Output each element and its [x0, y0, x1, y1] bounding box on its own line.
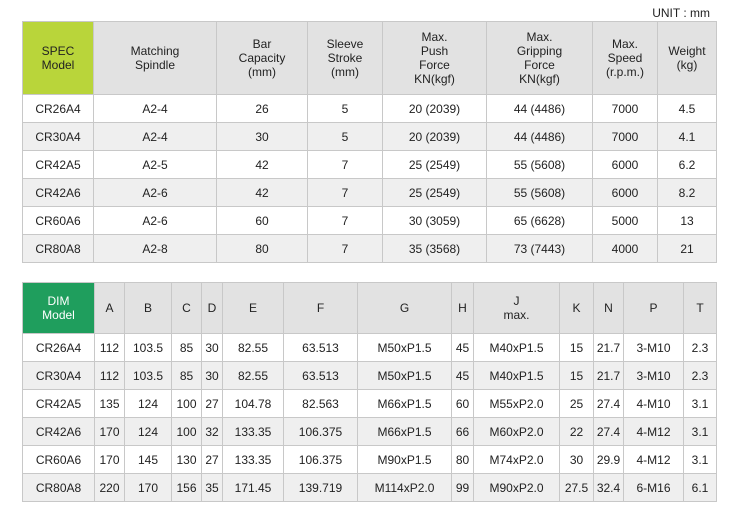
table-cell: 3-M10 [624, 334, 684, 362]
table-cell: 145 [125, 446, 172, 474]
table-cell: 6000 [593, 151, 658, 179]
table-cell: 99 [452, 474, 474, 502]
header-line: Max. [421, 30, 448, 44]
table-cell: 20 (2039) [383, 123, 487, 151]
header-line: Push [420, 44, 449, 58]
dim-header-t [684, 283, 717, 334]
header-line: K [572, 301, 581, 315]
table-row [23, 334, 717, 362]
table-cell: 25 (2549) [383, 151, 487, 179]
header-line: Max. [611, 37, 638, 51]
table-cell: 29.9 [594, 446, 624, 474]
table-cell: 21.7 [594, 334, 624, 362]
table-cell: 44 (4486) [487, 123, 593, 151]
header-line: Capacity [238, 51, 286, 65]
table-cell: M50xP1.5 [358, 362, 452, 390]
table-cell: A2-4 [94, 95, 217, 123]
table-cell: M66xP1.5 [358, 390, 452, 418]
table-cell: M50xP1.5 [358, 334, 452, 362]
table-cell: 7 [308, 151, 383, 179]
table-cell: 5000 [593, 207, 658, 235]
model-cell: CR42A6 [23, 418, 95, 446]
table-cell: 7000 [593, 95, 658, 123]
table-cell: 2.3 [684, 362, 717, 390]
table-cell: 130 [172, 446, 202, 474]
table-cell: 45 [452, 334, 474, 362]
dim-header-n [594, 283, 624, 334]
spec-header-matching-spindle [94, 22, 217, 95]
table-cell: M40xP1.5 [474, 362, 560, 390]
dim-header-f [284, 283, 358, 334]
header-line: Stroke [327, 51, 363, 65]
table-cell: 20 (2039) [383, 95, 487, 123]
table-cell: 42 [217, 179, 308, 207]
table-cell: 220 [95, 474, 125, 502]
dim-header-g [358, 283, 452, 334]
table-cell: 13 [658, 207, 717, 235]
table-cell: A2-5 [94, 151, 217, 179]
table-cell: 15 [560, 334, 594, 362]
model-cell: CR42A5 [23, 390, 95, 418]
header-line: A [105, 301, 114, 315]
header-line: B [143, 301, 152, 315]
table-cell: A2-8 [94, 235, 217, 263]
table-cell: 112 [95, 334, 125, 362]
table-row [23, 151, 717, 179]
table-cell: 3.1 [684, 446, 717, 474]
table-row [23, 95, 717, 123]
table-row [23, 207, 717, 235]
table-cell: 100 [172, 390, 202, 418]
table-cell: 3.1 [684, 390, 717, 418]
spec-header-max-gripping-force [487, 22, 593, 95]
table-cell: 135 [95, 390, 125, 418]
header-line: SPEC [41, 44, 75, 58]
table-cell: 139.719 [284, 474, 358, 502]
table-cell: 100 [172, 418, 202, 446]
spec-table [22, 21, 717, 263]
table-cell: 3-M10 [624, 362, 684, 390]
header-line: C [182, 301, 191, 315]
header-line: DIM [47, 294, 70, 308]
header-line: (r.p.m.) [606, 65, 644, 79]
table-cell: 27 [202, 446, 223, 474]
model-cell: CR80A8 [23, 235, 94, 263]
table-cell: 171.45 [223, 474, 284, 502]
table-cell: 170 [95, 446, 125, 474]
header-line: Force [524, 58, 555, 72]
table-cell: 4.5 [658, 95, 717, 123]
dim-header-e [223, 283, 284, 334]
spec-header-max-push-force [383, 22, 487, 95]
table-cell: M66xP1.5 [358, 418, 452, 446]
table-row [23, 235, 717, 263]
dim-header-a [95, 283, 125, 334]
table-row [23, 474, 717, 502]
table-cell: M90xP2.0 [474, 474, 560, 502]
header-line: G [399, 301, 410, 315]
table-cell: 2.3 [684, 334, 717, 362]
table-cell: 82.55 [223, 334, 284, 362]
table-cell: M55xP2.0 [474, 390, 560, 418]
table-cell: 65 (6628) [487, 207, 593, 235]
table-row [23, 390, 717, 418]
table-cell: 30 [202, 334, 223, 362]
model-cell: CR60A6 [23, 446, 95, 474]
table-cell: 124 [125, 418, 172, 446]
dim-header-h [452, 283, 474, 334]
table-cell: A2-6 [94, 207, 217, 235]
dim-header-p [624, 283, 684, 334]
table-cell: 103.5 [125, 362, 172, 390]
header-line: Bar [252, 37, 272, 51]
model-cell: CR26A4 [23, 334, 95, 362]
model-cell: CR30A4 [23, 362, 95, 390]
dim-header-j [474, 283, 560, 334]
table-cell: 106.375 [284, 446, 358, 474]
table-cell: 5 [308, 95, 383, 123]
table-cell: 42 [217, 151, 308, 179]
table-cell: 26 [217, 95, 308, 123]
header-line: Model [41, 58, 75, 72]
table-cell: 4-M10 [624, 390, 684, 418]
header-line: KN(kgf) [414, 72, 455, 86]
table-cell: 4.1 [658, 123, 717, 151]
header-line: Gripping [516, 44, 563, 58]
table-cell: 6.1 [684, 474, 717, 502]
table-cell: A2-6 [94, 179, 217, 207]
table-cell: 112 [95, 362, 125, 390]
table-row [23, 123, 717, 151]
table-cell: M90xP1.5 [358, 446, 452, 474]
table-cell: 27.5 [560, 474, 594, 502]
model-cell: CR42A6 [23, 179, 94, 207]
table-cell: 7 [308, 207, 383, 235]
table-cell: 7 [308, 235, 383, 263]
table-cell: 85 [172, 362, 202, 390]
table-cell: 156 [172, 474, 202, 502]
header-line: H [458, 301, 467, 315]
header-line: T [696, 301, 704, 315]
table-cell: 80 [217, 235, 308, 263]
table-cell: 22 [560, 418, 594, 446]
table-cell: 5 [308, 123, 383, 151]
table-cell: 30 [560, 446, 594, 474]
table-cell: 25 (2549) [383, 179, 487, 207]
table-cell: 60 [217, 207, 308, 235]
dim-table-body [23, 334, 717, 502]
table-cell: 32 [202, 418, 223, 446]
table-row [23, 446, 717, 474]
table-cell: A2-4 [94, 123, 217, 151]
header-line: (mm) [248, 65, 276, 79]
header-line: Matching [130, 44, 180, 58]
table-cell: 27.4 [594, 418, 624, 446]
unit-label: UNIT : mm [652, 6, 710, 20]
table-cell: 7 [308, 179, 383, 207]
table-cell: 55 (5608) [487, 179, 593, 207]
table-cell: 8.2 [658, 179, 717, 207]
table-cell: M114xP2.0 [358, 474, 452, 502]
table-cell: 60 [452, 390, 474, 418]
model-cell: CR30A4 [23, 123, 94, 151]
table-cell: 44 (4486) [487, 95, 593, 123]
table-row [23, 362, 717, 390]
spec-header-weight [658, 22, 717, 95]
header-line: KN(kgf) [519, 72, 560, 86]
model-cell: CR42A5 [23, 151, 94, 179]
table-cell: 15 [560, 362, 594, 390]
table-cell: 21.7 [594, 362, 624, 390]
table-cell: 170 [125, 474, 172, 502]
table-row [23, 179, 717, 207]
table-cell: M60xP2.0 [474, 418, 560, 446]
dim-header-d [202, 283, 223, 334]
header-line: (kg) [676, 58, 698, 72]
table-cell: 82.563 [284, 390, 358, 418]
model-cell: CR26A4 [23, 95, 94, 123]
table-cell: 45 [452, 362, 474, 390]
header-line: Model [42, 308, 75, 322]
table-cell: 73 (7443) [487, 235, 593, 263]
dim-corner-header [23, 283, 95, 334]
table-cell: 21 [658, 235, 717, 263]
spec-header-row [23, 22, 717, 95]
table-cell: 104.78 [223, 390, 284, 418]
table-cell: 133.35 [223, 418, 284, 446]
header-line: max. [503, 308, 530, 322]
header-line: J [513, 294, 520, 308]
table-cell: 103.5 [125, 334, 172, 362]
table-cell: 106.375 [284, 418, 358, 446]
spec-header-bar-capacity [217, 22, 308, 95]
dim-table [22, 282, 717, 502]
table-cell: 6.2 [658, 151, 717, 179]
table-cell: 80 [452, 446, 474, 474]
dim-header-c [172, 283, 202, 334]
table-cell: 30 (3059) [383, 207, 487, 235]
dim-header-b [125, 283, 172, 334]
header-line: Max. [526, 30, 553, 44]
table-cell: 170 [95, 418, 125, 446]
header-line: P [649, 301, 658, 315]
table-cell: 63.513 [284, 334, 358, 362]
header-line: Speed [607, 51, 643, 65]
header-line: D [207, 301, 217, 315]
table-cell: 63.513 [284, 362, 358, 390]
table-cell: 82.55 [223, 362, 284, 390]
spec-header-sleeve-stroke [308, 22, 383, 95]
table-cell: 25 [560, 390, 594, 418]
spec-table-body [23, 95, 717, 263]
dim-header-k [560, 283, 594, 334]
table-cell: 4000 [593, 235, 658, 263]
header-line: Weight [668, 44, 706, 58]
table-cell: M74xP2.0 [474, 446, 560, 474]
table-cell: 27.4 [594, 390, 624, 418]
table-cell: 35 (3568) [383, 235, 487, 263]
table-cell: 85 [172, 334, 202, 362]
table-cell: 32.4 [594, 474, 624, 502]
model-cell: CR60A6 [23, 207, 94, 235]
table-cell: 4-M12 [624, 418, 684, 446]
table-cell: 6-M16 [624, 474, 684, 502]
table-cell: 55 (5608) [487, 151, 593, 179]
table-cell: 30 [202, 362, 223, 390]
header-line: F [316, 301, 325, 315]
table-cell: 35 [202, 474, 223, 502]
model-cell: CR80A8 [23, 474, 95, 502]
table-cell: 27 [202, 390, 223, 418]
header-line: Spindle [134, 58, 176, 72]
header-line: Sleeve [326, 37, 364, 51]
header-line: Force [419, 58, 450, 72]
table-cell: 66 [452, 418, 474, 446]
dim-header-row [23, 283, 717, 334]
table-cell: 4-M12 [624, 446, 684, 474]
table-row [23, 418, 717, 446]
table-cell: 30 [217, 123, 308, 151]
header-line: (mm) [331, 65, 359, 79]
table-cell: M40xP1.5 [474, 334, 560, 362]
table-cell: 3.1 [684, 418, 717, 446]
table-cell: 133.35 [223, 446, 284, 474]
spec-header-max-speed [593, 22, 658, 95]
table-cell: 7000 [593, 123, 658, 151]
table-cell: 124 [125, 390, 172, 418]
table-cell: 6000 [593, 179, 658, 207]
spec-corner-header [23, 22, 94, 95]
header-line: N [604, 301, 613, 315]
header-line: E [248, 301, 257, 315]
